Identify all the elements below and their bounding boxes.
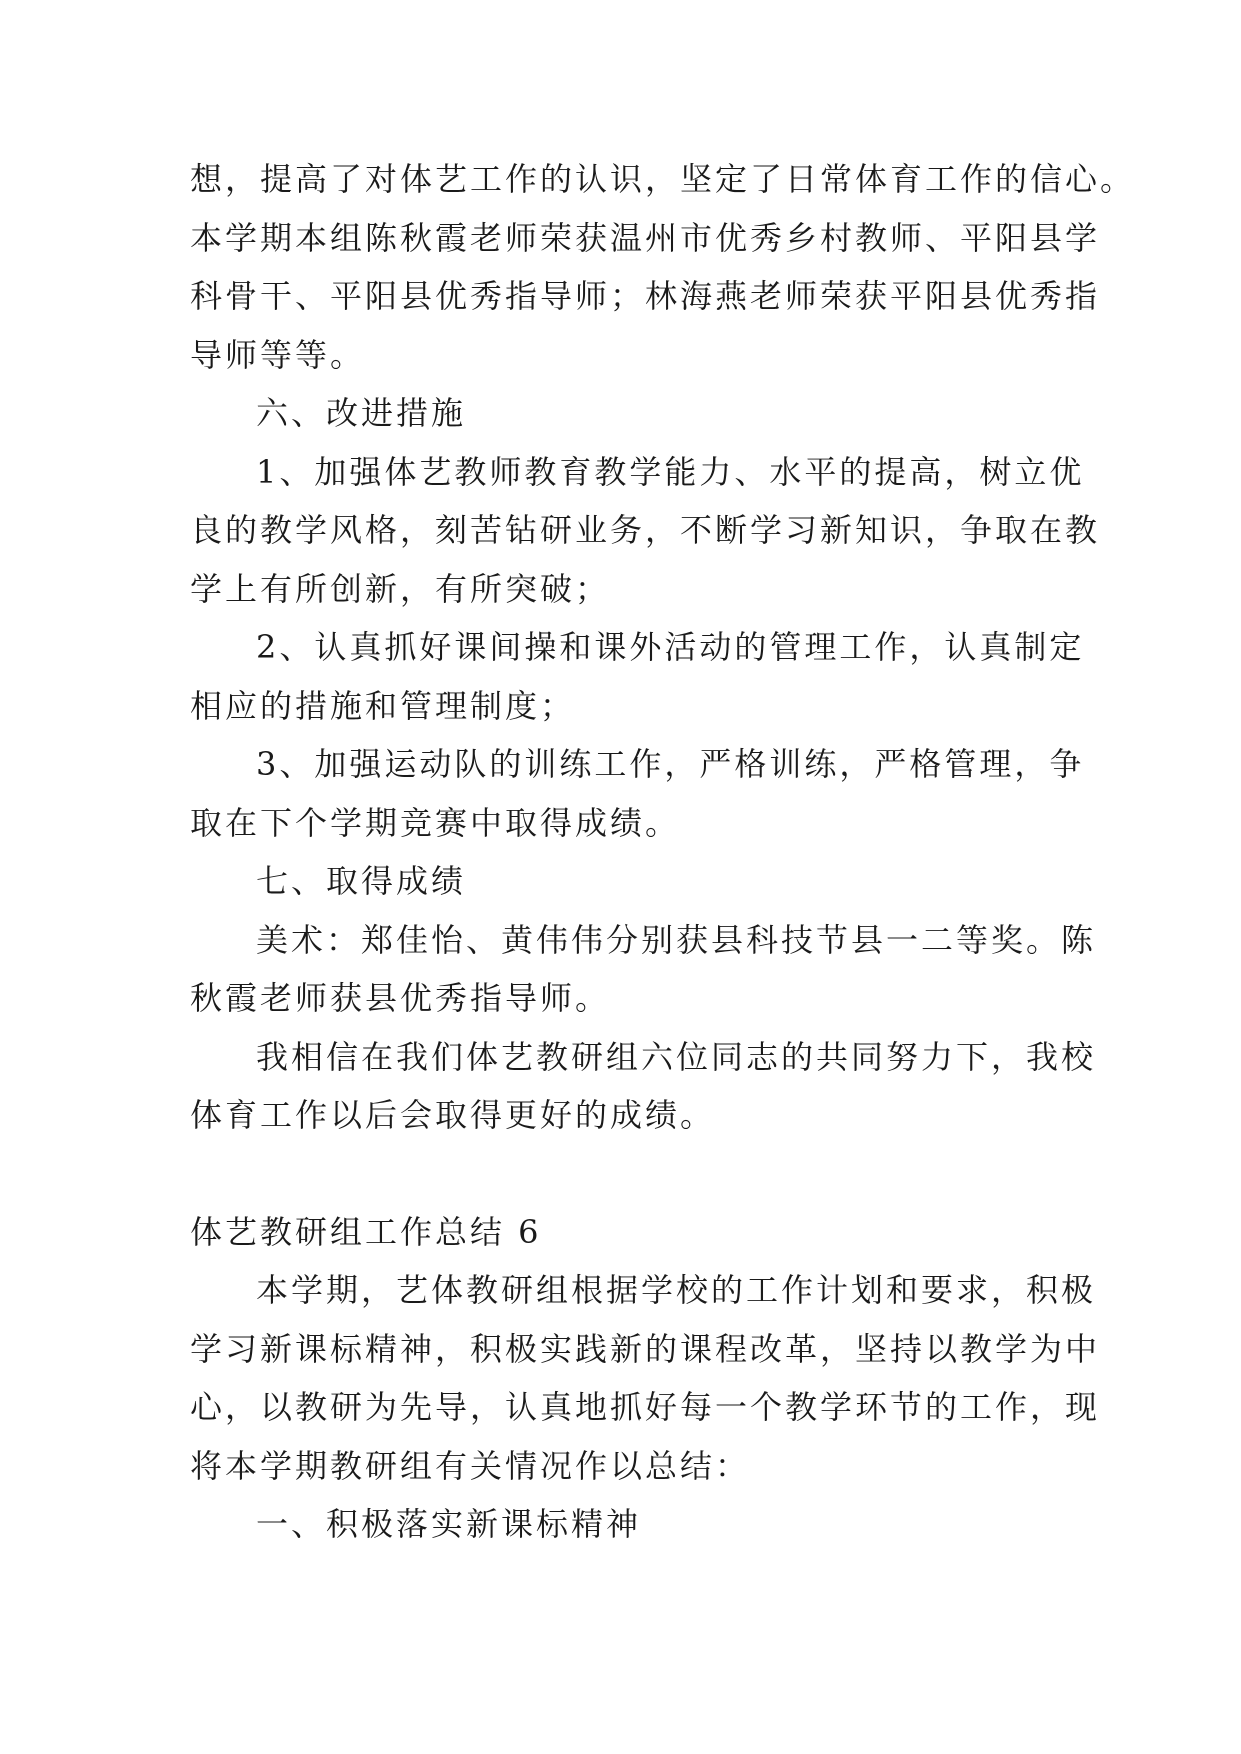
section-spacer — [190, 1145, 1050, 1203]
paragraph-closing — [190, 1028, 1097, 1145]
section-heading-new-curriculum: 一、积极落实新课标精神 — [256, 1505, 642, 1543]
paragraph-improvement-3 — [190, 735, 1085, 852]
text-line: 心，以教研为先导，认真地抓好每一个教学环节的工作，现 — [190, 1388, 1101, 1426]
text-line: 1、加强体艺教师教育教学能力、水平的提高，树立优 — [256, 452, 1085, 491]
text-line: 本学期，艺体教研组根据学校的工作计划和要求，积极 — [256, 1271, 1097, 1309]
paragraph-art-awards — [190, 911, 1097, 1028]
document-page — [190, 150, 1136, 1554]
text-line: 相应的措施和管理制度； — [190, 686, 576, 725]
text-line: 美术：郑佳怡、黄伟伟分别获县科技节县一二等奖。陈 — [256, 920, 1097, 959]
text-line: 学上有所创新，有所突破； — [190, 569, 611, 608]
text-line: 导师等等。 — [190, 335, 366, 374]
text-line: 本学期本组陈秋霞老师荣获温州市优秀乡村教师、平阳县学 — [190, 218, 1101, 257]
document-title-summary-6: 体艺教研组工作总结 6 — [190, 1212, 542, 1251]
text-line: 科骨干、平阳县优秀指导师；林海燕老师荣获平阳县优秀指 — [190, 277, 1101, 315]
section-heading-results: 七、取得成绩 — [256, 862, 467, 900]
paragraph-improvement-2 — [190, 618, 1085, 735]
paragraph-improvement-1 — [190, 443, 1101, 619]
text-line: 我相信在我们体艺教研组六位同志的共同努力下，我校 — [256, 1037, 1097, 1076]
paragraph-achievements — [190, 150, 1136, 384]
paragraph-intro — [190, 1261, 1101, 1495]
text-line: 学习新课标精神，积极实践新的课程改革，坚持以教学为中 — [190, 1329, 1101, 1368]
text-line: 3、加强运动队的训练工作，严格训练，严格管理，争 — [256, 745, 1085, 783]
text-line: 秋霞老师获县优秀指导师。 — [190, 979, 611, 1017]
text-line: 取在下个学期竞赛中取得成绩。 — [190, 803, 681, 842]
text-line: 体育工作以后会取得更好的成绩。 — [190, 1096, 716, 1134]
section-heading-improvements: 六、改进措施 — [256, 394, 467, 432]
text-line: 2、认真抓好课间操和课外活动的管理工作，认真制定 — [256, 628, 1085, 666]
text-line: 将本学期教研组有关情况作以总结： — [190, 1446, 751, 1485]
text-line: 想，提高了对体艺工作的认识，坚定了日常体育工作的信心。 — [190, 160, 1136, 198]
text-line: 良的教学风格，刻苦钻研业务，不断学习新知识，争取在教 — [190, 511, 1101, 549]
